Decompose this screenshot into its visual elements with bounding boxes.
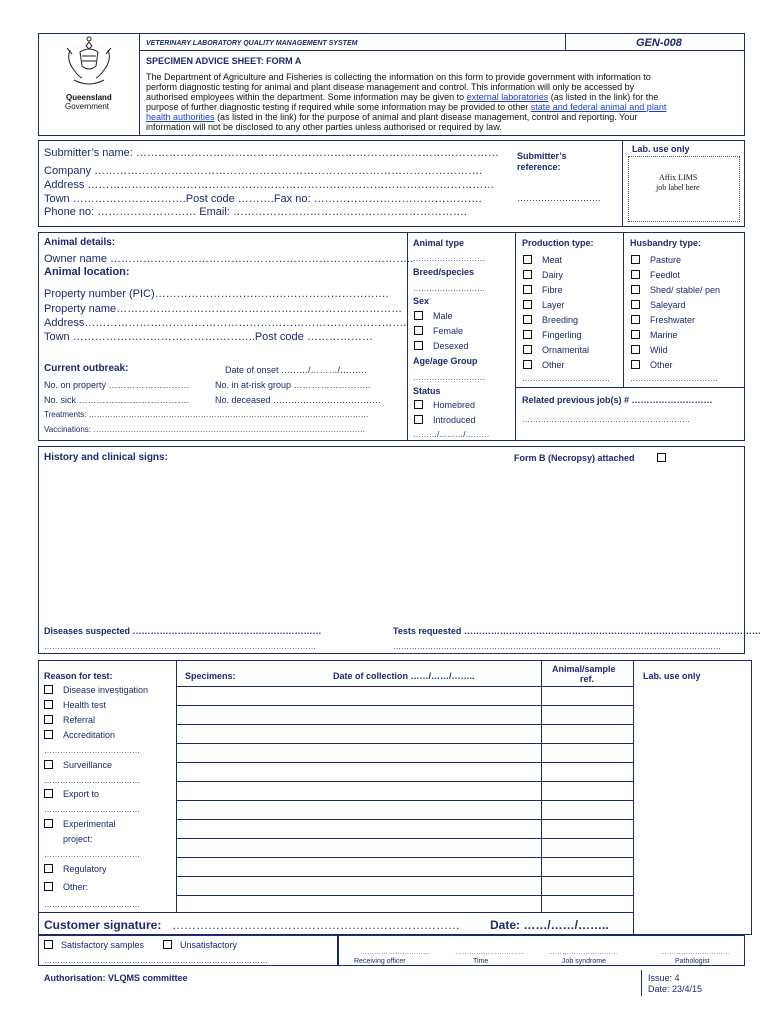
status-introduced-label: Introduced: [433, 415, 476, 425]
sample-quality-dots[interactable]: …………………………………………………………………………: [44, 956, 268, 965]
production-type-checkbox-6[interactable]: [523, 345, 532, 354]
company-field[interactable]: Company …………………………………………………………………………………………….: [44, 165, 483, 177]
issue-number: Issue: 4: [648, 973, 680, 983]
signature-top-line: [38, 912, 634, 913]
header-divider-code: [565, 33, 566, 50]
sex-desexed-label: Desexed: [433, 341, 469, 351]
intro-line-5-text: (as listed in the link) for the purpose of animal and plant disease management, control and reporting. Your: [217, 112, 638, 122]
diseases-dots-line[interactable]: …………………………………………………………………………………………: [44, 642, 316, 651]
reason-dots-e[interactable]: ………………………………: [44, 900, 140, 909]
signature-date-field[interactable]: Date: ……/……/……..: [490, 918, 609, 932]
submitter-reference-label-1: Submitter’s: [517, 151, 567, 161]
production-other-field[interactable]: ……………………………: [522, 374, 610, 383]
no-sick-field[interactable]: No. sick ……………………………….: [44, 395, 190, 405]
other-reason-label: Other:: [63, 882, 89, 892]
sex-male-label: Male: [433, 311, 453, 321]
sex-desexed-checkbox[interactable]: [414, 341, 423, 350]
state-federal-link[interactable]: state and federal animal and plant: [530, 102, 667, 112]
reason-label-2: Referral: [63, 715, 96, 725]
production-type-checkbox-0[interactable]: [523, 255, 532, 264]
sex-female-checkbox[interactable]: [414, 326, 423, 335]
sex-label: Sex: [413, 296, 430, 306]
production-type-checkbox-5[interactable]: [523, 330, 532, 339]
time-dots[interactable]: …………………………: [455, 949, 525, 956]
property-name-field[interactable]: Property name……………………………………………………………………: [44, 303, 403, 315]
submitter-reference-label-2: reference:: [517, 162, 561, 172]
production-type-label-3: Layer: [542, 300, 565, 310]
reason-dots-b[interactable]: ………………………………: [44, 776, 140, 785]
specimen-row-line: [176, 781, 633, 782]
husbandry-type-checkbox-2[interactable]: [631, 285, 640, 294]
vaccinations-field[interactable]: Vaccinations: …………………………………………………………………………………………: [44, 425, 366, 434]
production-type-label-7: Other: [542, 360, 565, 370]
sex-male-checkbox[interactable]: [414, 311, 423, 320]
production-type-label-5: Fingerling: [542, 330, 582, 340]
intro-line-4-text: purpose of further diagnostic testing if required while some information may be provided to other: [146, 102, 529, 112]
animal-divider-3: [623, 232, 624, 387]
property-town-field[interactable]: Town …………………………………………..Post code ………………: [44, 331, 373, 343]
export-checkbox[interactable]: [44, 789, 53, 798]
intro-line-1: The Department of Agriculture and Fisheries is collecting the information on this form to provide government with information to: [146, 72, 651, 82]
unsatisfactory-checkbox[interactable]: [163, 940, 172, 949]
specimens-box: [38, 660, 752, 935]
production-type-checkbox-7[interactable]: [523, 360, 532, 369]
header-divider-vertical: [139, 33, 140, 136]
surveillance-checkbox[interactable]: [44, 760, 53, 769]
affix-lims-text-2: job label here: [656, 183, 700, 192]
receiving-officer-label: Receiving officer: [354, 958, 406, 965]
reason-checkbox-1[interactable]: [44, 700, 53, 709]
intro-line-2: perform diagnostic testing for animal and plant disease management and control. This information will only be accessed by: [146, 82, 635, 92]
owner-name-field[interactable]: Owner name ………………………………………………………………………..: [44, 253, 414, 265]
diseases-suspected-field[interactable]: Diseases suspected ………………………………………………………: [44, 626, 322, 636]
animal-type-label: Animal type: [413, 238, 465, 248]
animal-divider-2: [515, 232, 516, 441]
husbandry-type-label-2: Shed/ stable/ pen: [650, 285, 721, 295]
specimen-row-line: [176, 800, 633, 801]
lab-use-only-label: Lab. use only: [632, 144, 690, 154]
animal-sample-ref-label-2: ref.: [580, 674, 595, 684]
pic-field[interactable]: Property number (PIC)……………………………………………………….: [44, 288, 389, 300]
specimen-row-line: [176, 876, 633, 877]
production-type-checkbox-3[interactable]: [523, 300, 532, 309]
production-type-checkbox-1[interactable]: [523, 270, 532, 279]
related-jobs-label[interactable]: Related previous job(s) # ………………………: [522, 395, 713, 405]
project-label: project:: [63, 834, 93, 844]
issue-date: Date: 23/4/15: [648, 984, 703, 994]
form-code: GEN-008: [636, 37, 682, 49]
specimens-divider-lab: [633, 660, 634, 935]
pathologist-label: Pathologist: [675, 958, 710, 965]
pathologist-dots[interactable]: …………………………: [660, 949, 730, 956]
logo-text-government: Government: [65, 102, 110, 111]
reason-checkbox-0[interactable]: [44, 685, 53, 694]
husbandry-type-label-4: Freshwater: [650, 315, 696, 325]
breed-species-field[interactable]: ………………………: [413, 284, 485, 293]
external-laboratories-link[interactable]: external laboratories: [466, 92, 549, 102]
submitter-name-field[interactable]: Submitter’s name: ………………………………………………………………………………………: [44, 147, 499, 159]
satisfactory-samples-checkbox[interactable]: [44, 940, 53, 949]
animal-location-label: Animal location:: [44, 266, 130, 278]
authorisation-text: Authorisation: VLQMS committee: [44, 973, 188, 983]
no-deceased-field[interactable]: No. deceased ………………………………: [215, 395, 382, 405]
reason-checkbox-2[interactable]: [44, 715, 53, 724]
husbandry-type-checkbox-5[interactable]: [631, 330, 640, 339]
reason-label-3: Accreditation: [63, 730, 116, 740]
customer-signature-field[interactable]: ………………………………………………………………: [172, 918, 460, 932]
intro-line-6: information will not be disclosed to any other parties unless authorised or required by law.: [146, 122, 502, 132]
husbandry-type-checkbox-6[interactable]: [631, 345, 640, 354]
husbandry-other-field[interactable]: ……………………………: [630, 374, 718, 383]
regulatory-label: Regulatory: [63, 864, 107, 874]
submitter-reference-field[interactable]: ……………………….: [517, 193, 601, 203]
job-syndrome-dots[interactable]: …………………………: [548, 949, 618, 956]
specimens-divider-animal: [541, 660, 542, 912]
reason-dots-c[interactable]: ………………………………: [44, 805, 140, 814]
husbandry-type-checkbox-1[interactable]: [631, 270, 640, 279]
related-jobs-divider: [515, 387, 745, 388]
tests-dots-line[interactable]: ……………………………………………………………………………………………………………: [393, 642, 721, 651]
specimens-divider-reason: [176, 660, 177, 912]
unsatisfactory-label: Unsatisfactory: [180, 940, 238, 950]
specimens-label: Specimens:: [185, 671, 236, 681]
husbandry-type-checkbox-3[interactable]: [631, 300, 640, 309]
specimen-row-line: [176, 686, 633, 687]
status-label: Status: [413, 386, 441, 396]
reason-label-0: Disease investigation: [63, 685, 149, 695]
husbandry-type-label-1: Feedlot: [650, 270, 681, 280]
export-label: Export to: [63, 789, 100, 799]
system-title: VETERINARY LABORATORY QUALITY MANAGEMENT SYSTEM: [146, 40, 358, 47]
intro-line-3-text-a: authorised employees within the department. Some information may be given to: [146, 92, 465, 102]
husbandry-type-label-7: Other: [650, 360, 673, 370]
reason-label-1: Health test: [63, 700, 107, 710]
intro-line-3-text-b: (as listed in the link) for the: [550, 92, 659, 102]
health-authorities-link[interactable]: health authorities: [146, 112, 215, 122]
job-syndrome-label: Job syndrome: [562, 958, 606, 965]
specimen-row-line: [176, 743, 633, 744]
no-at-risk-field[interactable]: No. in at-risk group ……………………..: [215, 380, 371, 390]
current-outbreak-label: Current outbreak:: [44, 363, 129, 374]
production-type-label-4: Breeding: [542, 315, 579, 325]
production-type-label-2: Fibre: [542, 285, 563, 295]
history-clinical-signs-label: History and clinical signs:: [44, 452, 168, 463]
footer-divider: [641, 970, 642, 996]
specimen-row-line: [176, 838, 633, 839]
production-type-checkbox-4[interactable]: [523, 315, 532, 324]
surveillance-label: Surveillance: [63, 760, 113, 770]
husbandry-type-label-5: Marine: [650, 330, 678, 340]
husbandry-type-checkbox-7[interactable]: [631, 360, 640, 369]
age-group-label: Age/age Group: [413, 356, 478, 366]
address-field[interactable]: Address …………………………………………………………………………………………………: [44, 179, 495, 191]
form-b-label: Form B (Necropsy) attached: [514, 453, 635, 463]
time-label: Time: [473, 958, 489, 965]
phone-email-field[interactable]: Phone no: ……………………… Email: ……………………………………………………….: [44, 206, 467, 218]
animal-type-field[interactable]: ………………………: [413, 254, 485, 263]
reason-checkbox-3[interactable]: [44, 730, 53, 739]
husbandry-type-checkbox-0[interactable]: [631, 255, 640, 264]
production-type-checkbox-2[interactable]: [523, 285, 532, 294]
animal-details-label: Animal details:: [44, 237, 116, 248]
form-title: SPECIMEN ADVICE SHEET: FORM A: [146, 56, 302, 66]
reason-dots-d[interactable]: ………………………………: [44, 850, 140, 859]
animal-sample-ref-label-1: Animal/sample: [552, 664, 616, 674]
status-homebred-checkbox[interactable]: [414, 400, 423, 409]
other-reason-checkbox[interactable]: [44, 882, 53, 891]
experimental-label: Experimental: [63, 819, 116, 829]
satisfactory-samples-label: Satisfactory samples: [61, 940, 145, 950]
specimen-row-line: [176, 895, 633, 896]
specimen-row-line: [176, 857, 633, 858]
history-box: [38, 446, 745, 654]
sex-female-label: Female: [433, 326, 464, 336]
husbandry-type-label: Husbandry type:: [630, 238, 702, 248]
production-type-label-0: Meat: [542, 255, 563, 265]
treatments-field[interactable]: Treatments: ……………………………………………………………………………………………: [44, 410, 369, 419]
related-jobs-field[interactable]: ………………………………………………………: [522, 415, 690, 424]
affix-lims-text: Affix LIMS: [659, 173, 698, 182]
lab-only-divider: [622, 140, 623, 227]
property-address-field[interactable]: Address…………………………………………………………………………….: [44, 317, 407, 329]
no-on-property-field[interactable]: No. on property ………………………: [44, 380, 190, 390]
breed-species-label: Breed/species: [413, 267, 475, 277]
production-type-label: Production type:: [522, 238, 594, 248]
specimen-row-line: [176, 705, 633, 706]
header-divider-top: [139, 50, 745, 51]
husbandry-type-label-6: Wild: [650, 345, 668, 355]
date-of-collection-field[interactable]: Date of collection ……/……/……..: [333, 671, 475, 681]
specimen-row-line: [176, 762, 633, 763]
queensland-crest-logo: [60, 36, 118, 92]
date-of-onset-field[interactable]: Date of onset ………/………/………: [225, 365, 368, 375]
customer-signature-label: Customer signature:: [44, 918, 162, 932]
status-introduced-checkbox[interactable]: [414, 415, 423, 424]
production-type-label-6: Ornamental: [542, 345, 590, 355]
husbandry-type-checkbox-4[interactable]: [631, 315, 640, 324]
production-type-label-1: Dairy: [542, 270, 564, 280]
reason-for-test-label: Reason for test:: [44, 671, 113, 681]
husbandry-type-label-0: Pasture: [650, 255, 682, 265]
receiving-officer-dots[interactable]: …………………………: [360, 949, 430, 956]
logo-text-queensland: Queensland: [66, 93, 112, 102]
reason-dots-a[interactable]: ………………………………: [44, 746, 140, 755]
experimental-checkbox[interactable]: [44, 819, 53, 828]
age-group-field[interactable]: ………………………: [413, 373, 485, 382]
husbandry-type-label-3: Saleyard: [650, 300, 686, 310]
status-homebred-label: Homebred: [433, 400, 476, 410]
tests-requested-field[interactable]: Tests requested ………………………………………………………………………………………: [393, 626, 761, 636]
introduced-date-field[interactable]: ………/………/………: [413, 430, 490, 439]
regulatory-checkbox[interactable]: [44, 864, 53, 873]
specimen-row-line: [176, 819, 633, 820]
form-b-checkbox[interactable]: [657, 453, 666, 462]
specimen-row-line: [176, 724, 633, 725]
lab-use-only-specimens-label: Lab. use only: [643, 671, 701, 681]
town-postcode-fax-field[interactable]: Town ………………………….Post code ……….Fax no: ……………………………………….: [44, 193, 482, 205]
